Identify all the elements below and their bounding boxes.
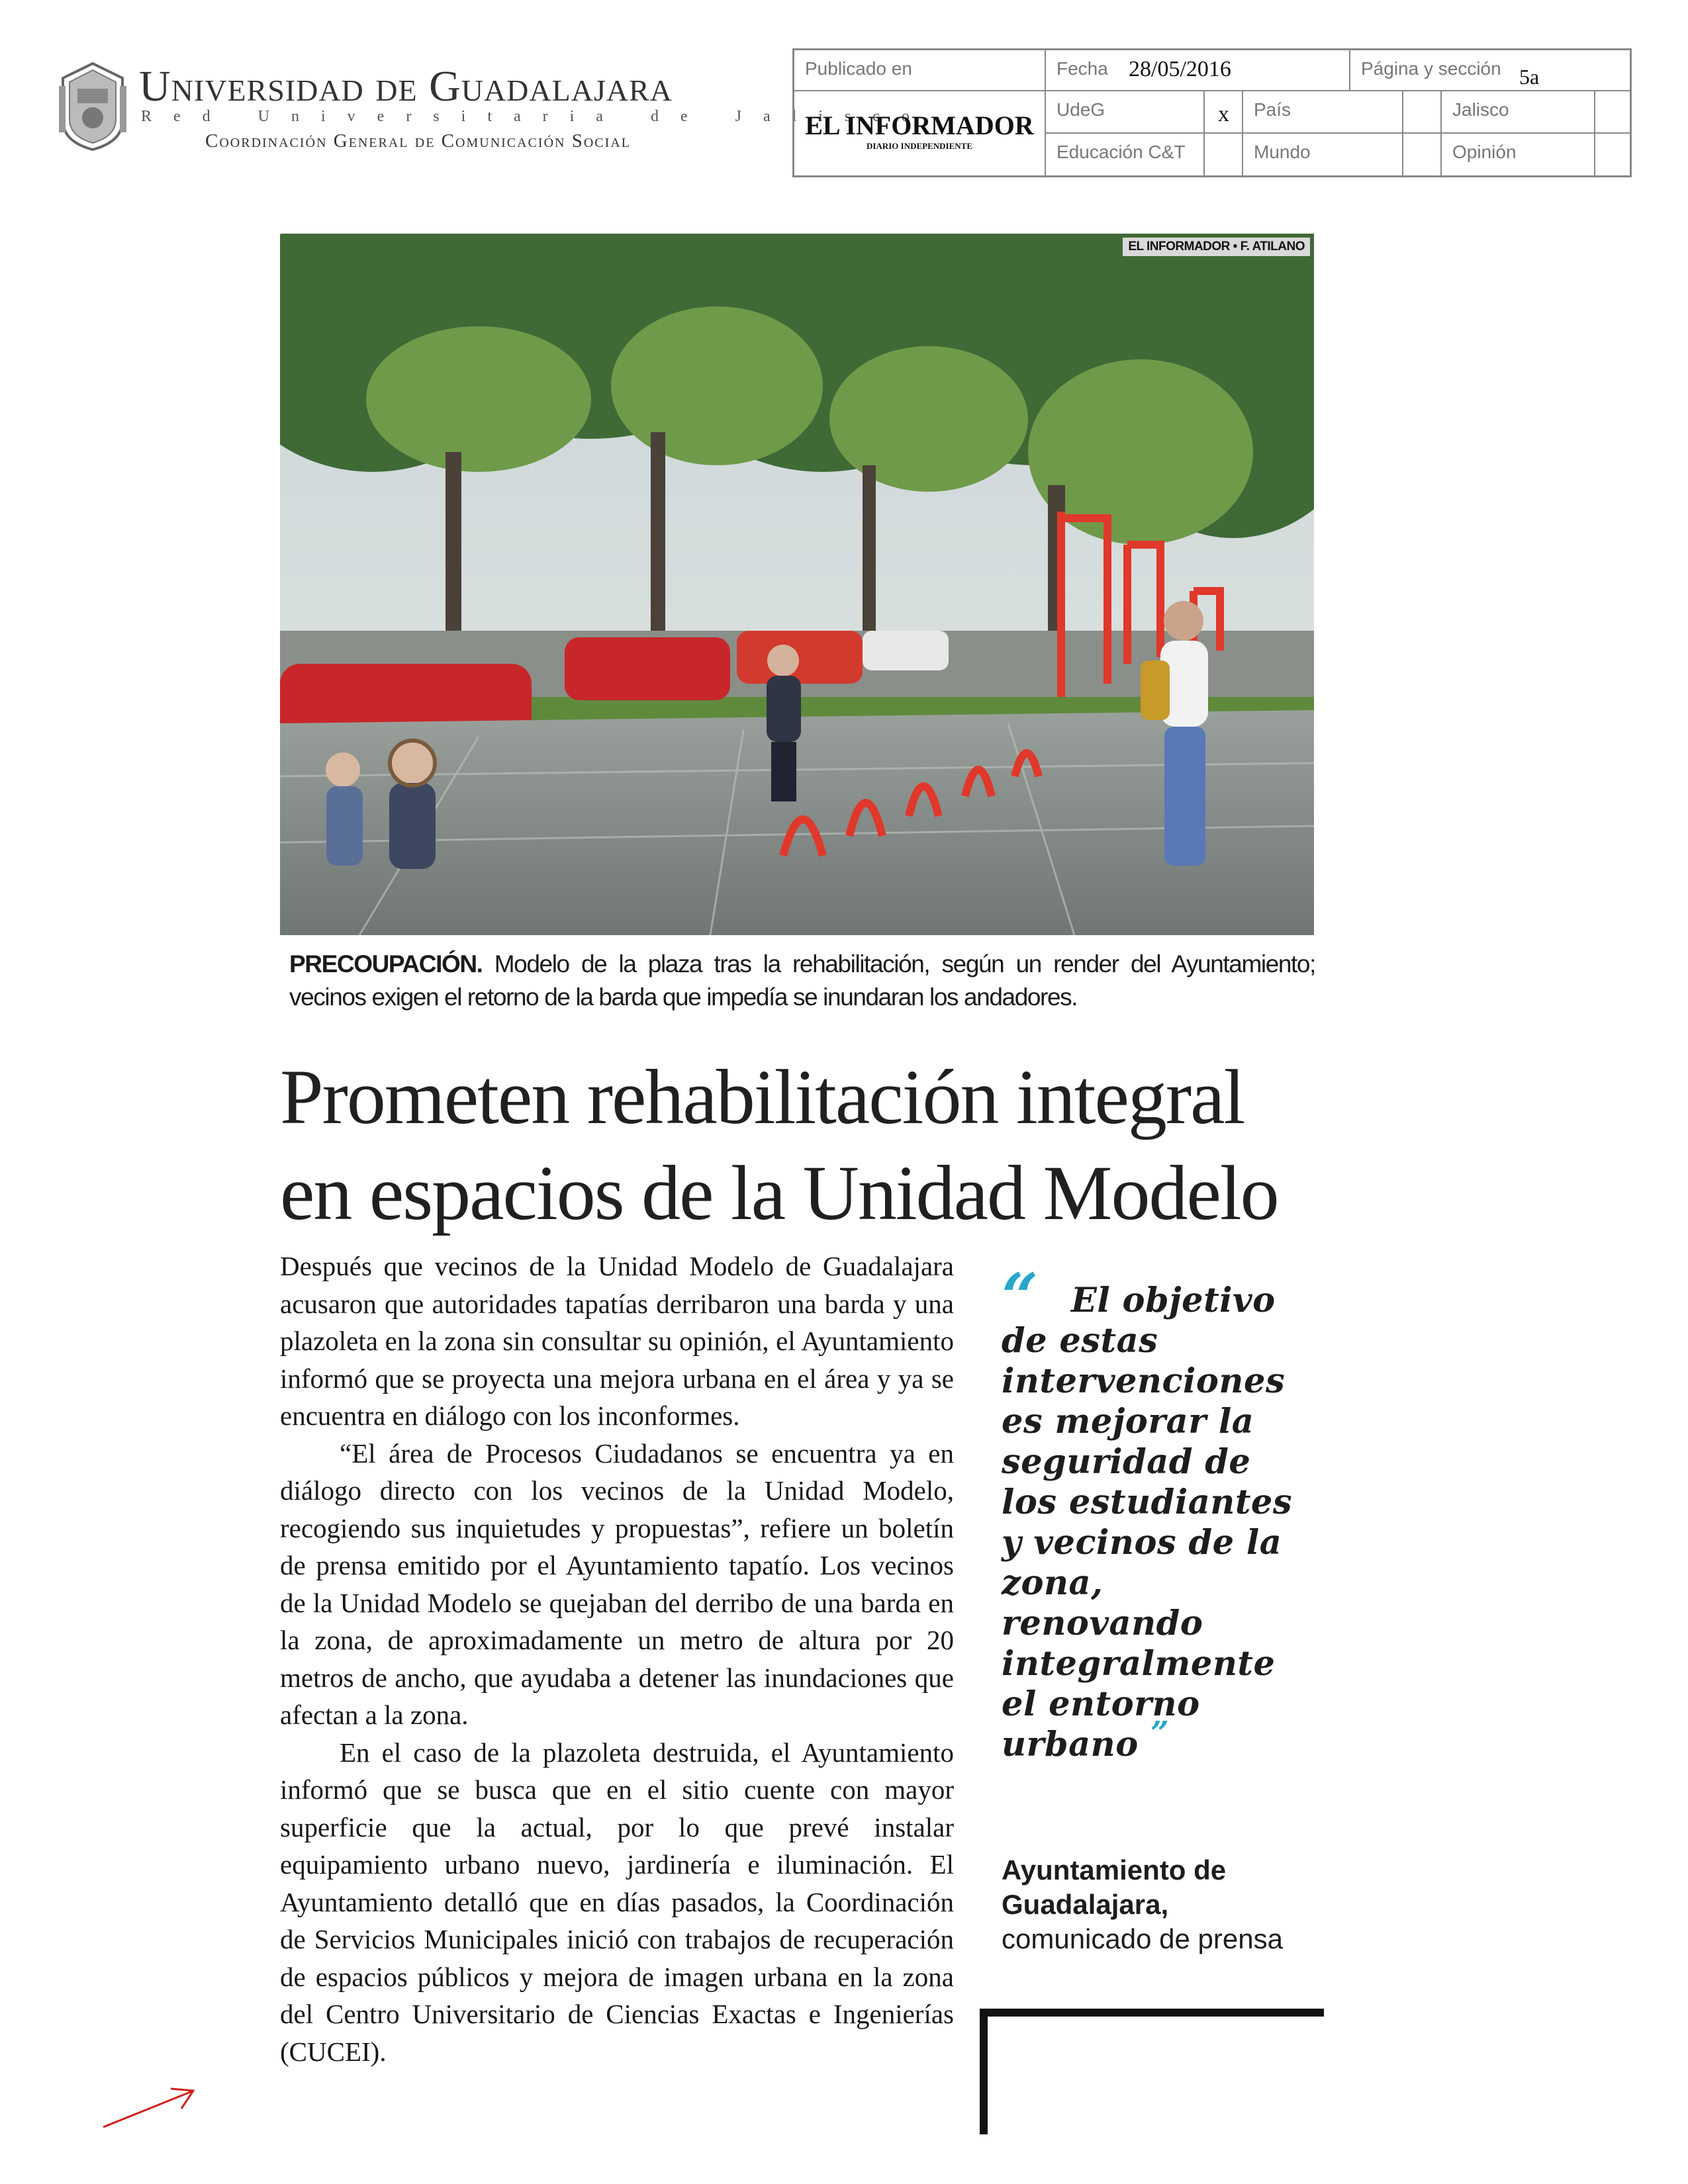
caption-lead: PRECOUPACIÓN. [289, 950, 483, 978]
section-udeg-check [1205, 91, 1243, 134]
red-arrow-icon [99, 2085, 199, 2131]
pull-quote [1002, 1259, 1313, 1765]
newspaper-logo [794, 91, 1046, 177]
quote-source-name: Ayuntamiento de Guadalajara, [1002, 1854, 1227, 1920]
photo-credit: EL INFORMADOR • F. ATILANO [1123, 238, 1310, 256]
coordination-name: Coordinación General de Comunicación Social [205, 130, 631, 152]
section-opinion-label: Opinión [1452, 142, 1517, 162]
headline-line-1: Prometen rehabilitación integral [280, 1054, 1244, 1140]
quote-open-mark: “ [1002, 1259, 1039, 1334]
body-paragraph: “El área de Procesos Ciudadanos se encuentra ya en diálogo directo con los vecinos de la Unidad Modelo, recogiendo sus inquietudes y propuestas”, refiere un boletín de prensa emitido por el Ayuntamiento tapatío. Los vecinos de la Unidad Modelo se quejaban del derribo de una barda en la zona, de aproximadamente un metro de altura por 20 metros de ancho, que ayudaba a detener las inundaciones que afectan a la zona. [280, 1437, 954, 1730]
date-cell [1046, 50, 1350, 91]
photo-caption [289, 948, 1315, 1014]
headline-line-2: en espacios de la Unidad Modelo [280, 1150, 1278, 1236]
caption-text: Modelo de la plaza tras la rehabilitación, según un render del Ayuntamiento; vecinos exigen el retorno de la barda que impedía se inundaran los andadores. [289, 950, 1315, 1011]
section-pais-label: País [1254, 99, 1291, 120]
section-educacion [1046, 134, 1205, 175]
published-in-label: Publicado en [805, 58, 912, 79]
quote-source [1002, 1853, 1313, 1956]
published-in-cell [794, 50, 1046, 91]
newspaper-tagline: DIARIO INDEPENDIENTE [867, 141, 972, 151]
section-pais [1243, 91, 1403, 134]
quote-source-role: comunicado de prensa [1002, 1923, 1283, 1954]
section-udeg-label: UdeG [1056, 99, 1105, 120]
publication-table [792, 48, 1632, 177]
section-educacion-label: Educación C&T [1056, 142, 1186, 162]
article-photo [280, 234, 1314, 935]
body-paragraph: En el caso de la plazoleta destruida, el Ayuntamiento informó que se busca que en el sitio cuente con mayor superficie que la actual, por lo que prevé instalar equipamiento urbano nuevo, jardinería e iluminación. El Ayuntamiento detalló que en días pasados, la Coordinación de Servicios Municipales inició con trabajos de recuperación de espacios públicos y mejora de imagen urbana en la zona del Centro Universitario de Ciencias Exactas e Ingenierías (CUCEI). [280, 1737, 954, 2067]
section-pais-check [1403, 91, 1442, 134]
section-opinion-check [1595, 134, 1630, 175]
section-mundo-check [1403, 134, 1442, 175]
section-opinion [1442, 134, 1595, 175]
plaza-render-image [280, 234, 1314, 935]
university-name: Universidad de Guadalajara [139, 62, 673, 111]
university-network: Red Universitaria de Jalisco [141, 108, 931, 125]
section-mundo-label: Mundo [1254, 142, 1311, 162]
date-value: 28/05/2016 [1129, 57, 1231, 81]
quote-close-mark: ” [1150, 1715, 1170, 1752]
section-udeg-mark: x [1218, 102, 1229, 126]
body-paragraph: Después que vecinos de la Unidad Modelo de Guadalajara acusaron que autoridades tapatías derribaron una barda y una plazoleta en la zona sin consultar su opinión, el Ayuntamiento informó que se proyecta una mejora urbana en el área y ya se encuentra en diálogo con los inconformes. [280, 1251, 954, 1431]
quote-text: El objetivo de estas intervenciones es mejorar la seguridad de los estudiantes y vecinos de la zona, renovando integralmente el entorno urbano [1002, 1281, 1293, 1764]
university-seal-icon [56, 60, 129, 152]
article-body [280, 1248, 954, 2070]
page-cell [1350, 50, 1630, 91]
page-value: 5a [1519, 65, 1540, 89]
section-jalisco-check [1595, 91, 1630, 134]
newspaper-clipping [268, 228, 1321, 2134]
adjacent-article-frame [980, 2009, 1324, 2134]
page-label: Página y sección [1361, 58, 1501, 79]
date-label: Fecha [1056, 58, 1108, 79]
article-headline [280, 1049, 1333, 1241]
section-jalisco [1442, 91, 1595, 134]
section-educacion-check [1205, 134, 1243, 175]
newspaper-name: EL INFORMADOR [805, 111, 1034, 140]
section-udeg [1046, 91, 1205, 134]
quote-body [1002, 1281, 1313, 1765]
section-jalisco-label: Jalisco [1452, 99, 1509, 120]
section-mundo [1243, 134, 1403, 175]
